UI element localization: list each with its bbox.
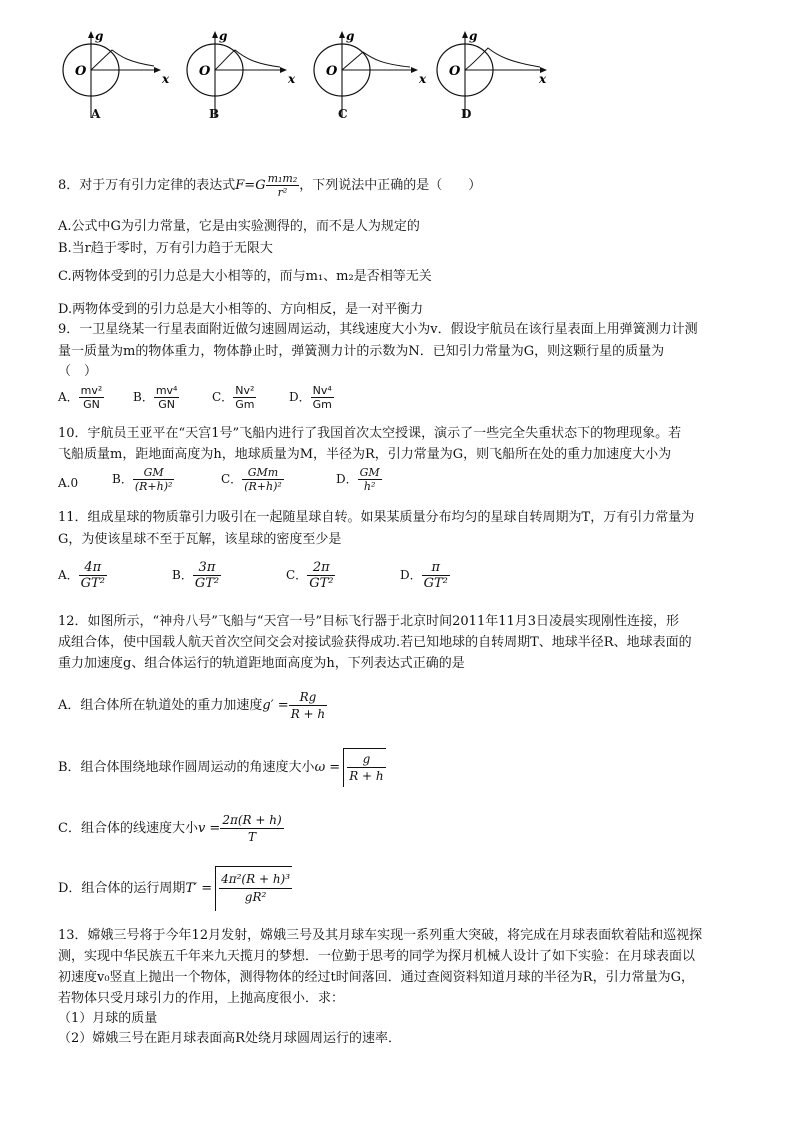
- q9-option-a-num: mv²: [80, 384, 103, 397]
- q9-stem-line3: （ ）: [58, 364, 98, 379]
- q13-sub-question-1: （1）月球的质量: [58, 1011, 158, 1026]
- q11-option-a-num: 4π: [79, 560, 107, 576]
- q11-stem-line2: G，为使该星球不至于瓦解，该星球的密度至少是: [58, 532, 342, 547]
- q10-option-b-num: GM: [133, 466, 175, 480]
- q9-option-d-frac: [311, 384, 334, 411]
- q9-option-b-num: mv⁴: [155, 384, 178, 397]
- q8-formula-lhs: F=G: [235, 178, 266, 193]
- q13-stem-line3: 初速度v₀竖直上抛出一个物体，测得物体的经过t时间落回．通过查阅资料知道月球的半径为R，引力常量为G，: [58, 970, 694, 985]
- q10-stem-line1: 10．宇航员王亚平在“天宫1号”飞船内进行了我国首次太空授课，演示了一些完全失重状态下的物理现象。若: [58, 426, 682, 441]
- q8-option-b: B.当r趋于零时，万有引力趋于无限大: [58, 241, 273, 256]
- q12-option-b: [58, 748, 386, 787]
- q10-stem-line2: 飞船质量m，距地面高度为h，地球质量为M，半径为R，引力常量为G，则飞船所在处的重力加速度大小为: [58, 447, 672, 462]
- q10-option-a: [58, 476, 78, 490]
- q12-option-b-frac: [347, 751, 385, 784]
- q11-option-b-num: 3π: [193, 560, 221, 576]
- q12-option-d-lhs: T′ =: [185, 881, 213, 896]
- origin-label-a: O: [75, 64, 87, 79]
- graph-label-b: B: [209, 107, 220, 121]
- q12-option-c-frac: [220, 812, 283, 845]
- graph-label-d: D: [461, 107, 472, 121]
- q11-option-b-label: B．: [172, 568, 193, 582]
- q9-option-d-num: Nv⁴: [311, 384, 334, 398]
- q8-option-a: A.公式中G为引力常量，它是由实验测得的，而不是人为规定的: [58, 219, 420, 234]
- g-axis-label-a: g: [95, 29, 104, 43]
- x-axis-label-b: x: [288, 72, 296, 86]
- g-axis-label-b: g: [219, 29, 228, 43]
- q12-option-c-num: 2π(R + h): [222, 813, 282, 827]
- q9-option-d: [289, 384, 334, 411]
- q12-option-d-den: gR²: [244, 890, 267, 904]
- q8-stem: [58, 172, 481, 199]
- q12-option-d-num: 4π²(R + h)³: [219, 871, 292, 889]
- q9-option-a-den: GN: [83, 398, 100, 411]
- q10-option-b-label: B．: [112, 472, 133, 486]
- g-axis-label-c: g: [346, 29, 355, 43]
- q12-option-c: [58, 810, 284, 848]
- q9-option-c-frac: [233, 384, 256, 411]
- q10-option-d-den: h²: [363, 480, 376, 493]
- q9-option-a-label: A．: [58, 390, 79, 404]
- q10-option-c-label: C．: [221, 472, 243, 486]
- q9-option-b: [133, 384, 179, 411]
- q12-option-d-frac: [219, 871, 292, 906]
- q11-option-a-label: A．: [58, 568, 79, 582]
- q8-stem-prefix: 8．对于万有引力定律的表达式: [58, 178, 236, 193]
- q12-option-a-lhs: g′ =: [262, 698, 289, 713]
- q11-option-a: [58, 560, 107, 591]
- q8-option-c: C.两物体受到的引力总是大小相等的，而与m₁、m₂是否相等无关: [58, 269, 432, 284]
- q13-stem-line1: 13．嫦娥三号将于今年12月发射，嫦娥三号及其月球车实现一系列重大突破，将完成在月球表面软着陆和巡视探: [58, 928, 703, 943]
- q12-option-a-text: A．组合体所在轨道处的重力加速度: [58, 698, 263, 713]
- q11-option-a-frac: [79, 560, 107, 591]
- q10-option-d: [336, 466, 382, 493]
- q8-option-d: D.两物体受到的引力总是大小相等的、方向相反，是一对平衡力: [58, 302, 424, 317]
- q13-stem-line2: 测，实现中华民族五千年来九天揽月的梦想．一位勤于思考的同学为探月机械人设计了如下实验：在月球表面以: [58, 949, 696, 964]
- q11-option-c-frac: [307, 560, 335, 591]
- q12-option-d-text: D．组合体的运行周期: [58, 881, 186, 896]
- q12-option-c-text: C．组合体的线速度大小: [58, 821, 198, 836]
- q12-option-a-frac: [289, 689, 327, 722]
- graph-figure: [50, 28, 570, 128]
- x-axis-label-a: x: [162, 72, 170, 86]
- q12-option-c-den: T: [247, 830, 256, 844]
- q11-option-b-den: GT²: [194, 576, 220, 591]
- q10-option-c-num: GMm: [242, 466, 284, 480]
- q12-stem-line3: 重力加速度g、组合体运行的轨道距地面高度为h，下列表达式正确的是: [58, 656, 465, 671]
- x-axis-label-d: x: [539, 72, 547, 86]
- q9-option-d-label: D．: [289, 390, 311, 404]
- q12-option-b-text: B．组合体围绕地球作圆周运动的角速度大小: [58, 760, 315, 775]
- q11-option-c-label: C．: [286, 568, 308, 582]
- q10-option-c-den: (R+h)²: [244, 480, 282, 493]
- q9-option-b-label: B．: [133, 390, 154, 404]
- q12-option-d-sqrt: [215, 866, 292, 911]
- q9-option-b-den: GN: [158, 398, 176, 411]
- q11-option-a-den: GT²: [80, 576, 105, 591]
- q8-formula-den: r²: [277, 186, 288, 199]
- q9-option-d-den: Gm: [312, 398, 332, 411]
- q11-option-d-frac: [422, 560, 450, 591]
- q11-stem-line1: 11．组成星球的物质靠引力吸引在一起随星球自转。如果某质量分布均匀的星球自转周期为T，万有引力常量为: [58, 510, 695, 525]
- q12-stem-line2: 成组合体，使中国载人航天首次空间交会对接试验获得成功.若已知地球的自转周期T、地球半径R、地球表面的: [58, 635, 692, 650]
- q12-option-c-lhs: v =: [197, 821, 221, 836]
- q9-option-b-frac: [154, 384, 180, 411]
- q13-sub-question-2: （2）嫦娥三号在距月球表面高R处绕月球圆周运行的速率．: [58, 1031, 402, 1046]
- q9-option-a: [58, 384, 104, 411]
- q11-option-d-label: D．: [400, 568, 422, 582]
- q12-option-b-sqrt: [343, 748, 385, 787]
- q10-option-d-label: D．: [336, 472, 358, 486]
- origin-label-c: O: [326, 64, 338, 79]
- q11-option-c-num: 2π: [307, 560, 335, 576]
- graph-label-a: A: [91, 107, 101, 121]
- q10-option-d-frac: [358, 466, 382, 493]
- q12-option-b-den: R + h: [349, 769, 384, 783]
- q9-option-c-label: C．: [212, 390, 234, 404]
- q8-stem-suffix: ，下列说法中正确的是（ ）: [299, 178, 482, 193]
- q9-stem-line1: 9．一卫星绕某一行星表面附近做匀速圆周运动，其线速度大小为v．假设宇航员在该行星表面上用弹簧测力计测: [58, 322, 698, 337]
- q9-option-c-den: Gm: [235, 398, 255, 411]
- q12-option-a-den: R + h: [290, 707, 326, 721]
- graph-label-c: C: [338, 107, 348, 121]
- q10-option-b-frac: [133, 466, 175, 493]
- q12-option-d: [58, 866, 292, 911]
- q12-option-a-num: Rg: [289, 689, 327, 706]
- g-axis-label-d: g: [469, 29, 478, 43]
- q8-formula-fraction: [266, 172, 300, 199]
- origin-label-b: O: [199, 64, 211, 79]
- q11-option-d: [400, 560, 450, 591]
- q12-option-b-lhs: ω =: [314, 760, 341, 775]
- q10-option-b: [112, 466, 174, 493]
- q8-formula-num: m₁m₂: [267, 172, 298, 185]
- q11-option-c: [286, 560, 335, 591]
- q11-option-d-den: GT²: [423, 576, 448, 591]
- q10-option-a-label: A.0: [58, 476, 79, 490]
- origin-label-d: O: [449, 64, 461, 79]
- q12-option-b-num: g: [347, 751, 385, 768]
- q11-option-c-den: GT²: [309, 576, 334, 591]
- q10-option-d-num: GM: [359, 466, 380, 479]
- q11-option-b: [172, 560, 221, 591]
- q12-option-a: [58, 688, 327, 724]
- q9-option-c-num: Nv²: [233, 384, 256, 398]
- q11-option-b-frac: [193, 560, 221, 591]
- q10-option-c-frac: [242, 466, 284, 493]
- q9-option-c: [212, 384, 256, 411]
- q9-stem-line2: 量一质量为m的物体重力，物体静止时，弹簧测力计的示数为N．已知引力常量为G，则这颗行星的质量为: [58, 344, 665, 359]
- q13-stem-line4: 若物体只受月球引力的作用，上抛高度很小．求：: [58, 991, 345, 1006]
- q10-option-b-den: (R+h)²: [134, 480, 173, 493]
- q11-option-d-num: π: [422, 560, 450, 576]
- q10-option-c: [221, 466, 284, 493]
- q9-option-a-frac: [79, 384, 105, 411]
- x-axis-label-c: x: [419, 72, 427, 86]
- q12-stem-line1: 12．如图所示，“神舟八号”飞船与“天宫一号”目标飞行器于北京时间2011年11月3日凌晨实现刚性连接，形: [58, 614, 680, 629]
